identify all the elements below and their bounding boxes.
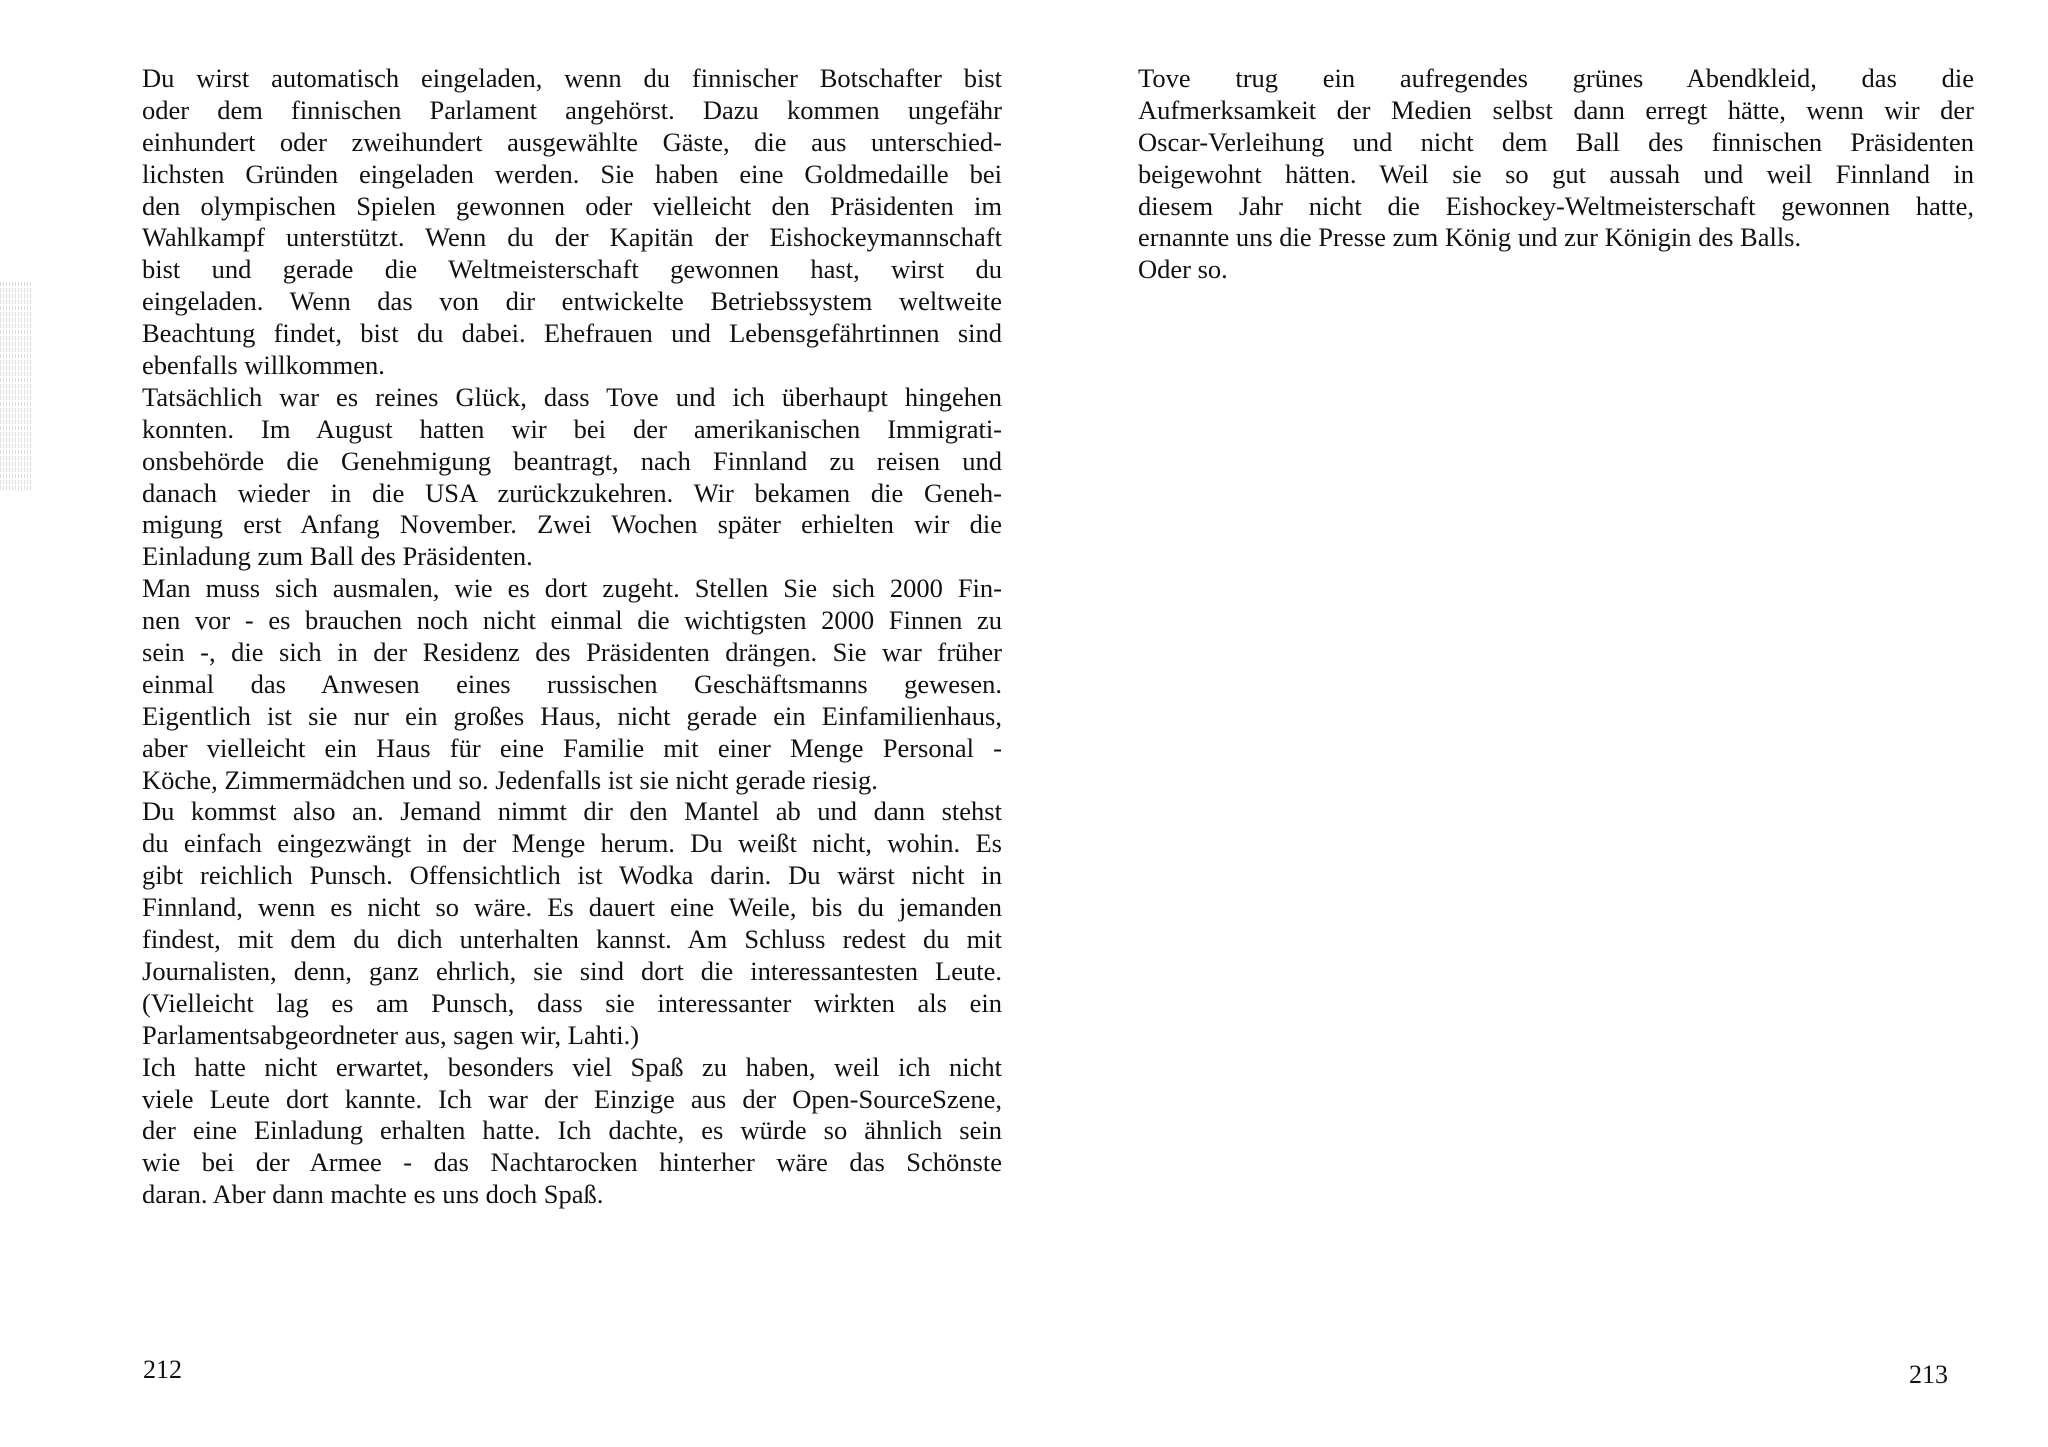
text-line: Parlamentsabgeordneter aus, sagen wir, Lahti.)	[142, 1019, 640, 1050]
text-line: nen vor - es brauchen noch nicht einmal die wichtigsten 2000 Finnen zu	[142, 605, 1002, 636]
text-line: Eigentlich ist sie nur ein großes Haus, nicht gerade ein Einfamilienhaus,	[142, 700, 1002, 731]
text-line: sein -, die sich in der Residenz des Präsidenten drängen. Sie war früher	[142, 637, 1002, 668]
text-line: du einfach eingezwängt in der Menge herum. Du weißt nicht, wohin. Es	[142, 828, 1002, 859]
text-line: oder dem finnischen Parlament angehörst. Dazu kommen ungefähr	[142, 94, 1002, 125]
text-line: bist und gerade die Weltmeisterschaft gewonnen hast, wirst du	[142, 254, 1002, 285]
text-line: Ich hatte nicht erwartet, besonders viel Spaß zu haben, weil ich nicht	[142, 1051, 1002, 1082]
text-line: konnten. Im August hatten wir bei der amerikanischen Immigrati-	[142, 413, 1002, 444]
text-line: Tove trug ein aufregendes grünes Abendkleid, das die	[1138, 63, 1974, 93]
text-line: Finnland, wenn es nicht so wäre. Es dauert eine Weile, bis du jemanden	[142, 892, 1002, 923]
text-line: Beachtung findet, bist du dabei. Ehefrauen und Lebensgefährtinnen sind	[142, 318, 1002, 349]
paragraph	[1138, 254, 1974, 286]
text-line: danach wieder in die USA zurückzukehren. Wir bekamen die Geneh-	[142, 477, 1002, 508]
text-line: beigewohnt hätten. Weil sie so gut aussah und weil Finnland in	[1138, 158, 1974, 189]
text-line: eingeladen. Wenn das von dir entwickelte Betriebssystem weltweite	[142, 286, 1002, 317]
text-line: onsbehörde die Genehmigung beantragt, nach Finnland zu reisen und	[142, 445, 1002, 476]
text-line: diesem Jahr nicht die Eishockey-Weltmeisterschaft gewonnen hatte,	[1138, 190, 1974, 221]
scan-artifact	[0, 282, 32, 492]
text-line: Einladung zum Ball des Präsidenten.	[142, 541, 533, 572]
paragraph	[142, 63, 1002, 382]
text-line: Tatsächlich war es reines Glück, dass Tove und ich überhaupt hingehen	[142, 381, 1002, 412]
text-line: Man muss sich ausmalen, wie es dort zugeht. Stellen Sie sich 2000 Fin-	[142, 573, 1002, 604]
text-line: (Vielleicht lag es am Punsch, dass sie interessanter wirkten als ein	[142, 987, 1002, 1018]
text-line: aber vielleicht ein Haus für eine Familie mit einer Menge Personal -	[142, 732, 1002, 763]
paragraph	[142, 573, 1002, 796]
page-number-left: 212	[143, 1355, 182, 1384]
text-line: lichsten Gründen eingeladen werden. Sie haben eine Goldmedaille bei	[142, 158, 1002, 189]
paragraph	[142, 1052, 1002, 1211]
text-line: einhundert oder zweihundert ausgewählte Gäste, die aus unterschied-	[142, 126, 1002, 157]
text-line: wie bei der Armee - das Nachtarocken hinterher wäre das Schönste	[142, 1147, 1002, 1178]
paragraph	[142, 382, 1002, 573]
text-line: findest, mit dem du dich unterhalten kannst. Am Schluss redest du mit	[142, 924, 1002, 955]
text-line: daran. Aber dann machte es uns doch Spaß.	[142, 1179, 604, 1210]
text-line: viele Leute dort kannte. Ich war der Einzige aus der Open-SourceSzene,	[142, 1083, 1002, 1114]
text-line: gibt reichlich Punsch. Offensichtlich ist Wodka darin. Du wärst nicht in	[142, 860, 1002, 891]
text-line: Journalisten, denn, ganz ehrlich, sie sind dort die interessantesten Leute.	[142, 955, 1002, 986]
text-line: Du wirst automatisch eingeladen, wenn du finnischer Botschafter bist	[142, 63, 1002, 93]
left-page-text	[142, 63, 1002, 1211]
text-line: den olympischen Spielen gewonnen oder vielleicht den Präsidenten im	[142, 190, 1002, 221]
text-line: Aufmerksamkeit der Medien selbst dann erregt hätte, wenn wir der	[1138, 94, 1974, 125]
text-line: der eine Einladung erhalten hatte. Ich dachte, es würde so ähnlich sein	[142, 1115, 1002, 1146]
text-line: ebenfalls willkommen.	[142, 350, 385, 381]
text-line: Du kommst also an. Jemand nimmt dir den Mantel ab und dann stehst	[142, 796, 1002, 827]
text-line: migung erst Anfang November. Zwei Wochen später erhielten wir die	[142, 509, 1002, 540]
text-line: Köche, Zimmermädchen und so. Jedenfalls ist sie nicht gerade riesig.	[142, 764, 878, 795]
paragraph	[1138, 63, 1974, 254]
page-number-right: 213	[1909, 1360, 1948, 1389]
paragraph	[142, 796, 1002, 1051]
text-line: einmal das Anwesen eines russischen Geschäftsmanns gewesen.	[142, 668, 1002, 699]
text-line: Oder so.	[1138, 254, 1228, 285]
right-page-text	[1138, 63, 1974, 286]
text-line: Wahlkampf unterstützt. Wenn du der Kapitän der Eishockeymannschaft	[142, 222, 1002, 253]
text-line: ernannte uns die Presse zum König und zur Königin des Balls.	[1138, 222, 1802, 253]
text-line: Oscar-Verleihung und nicht dem Ball des finnischen Präsidenten	[1138, 126, 1974, 157]
right-page	[1024, 0, 2048, 1447]
